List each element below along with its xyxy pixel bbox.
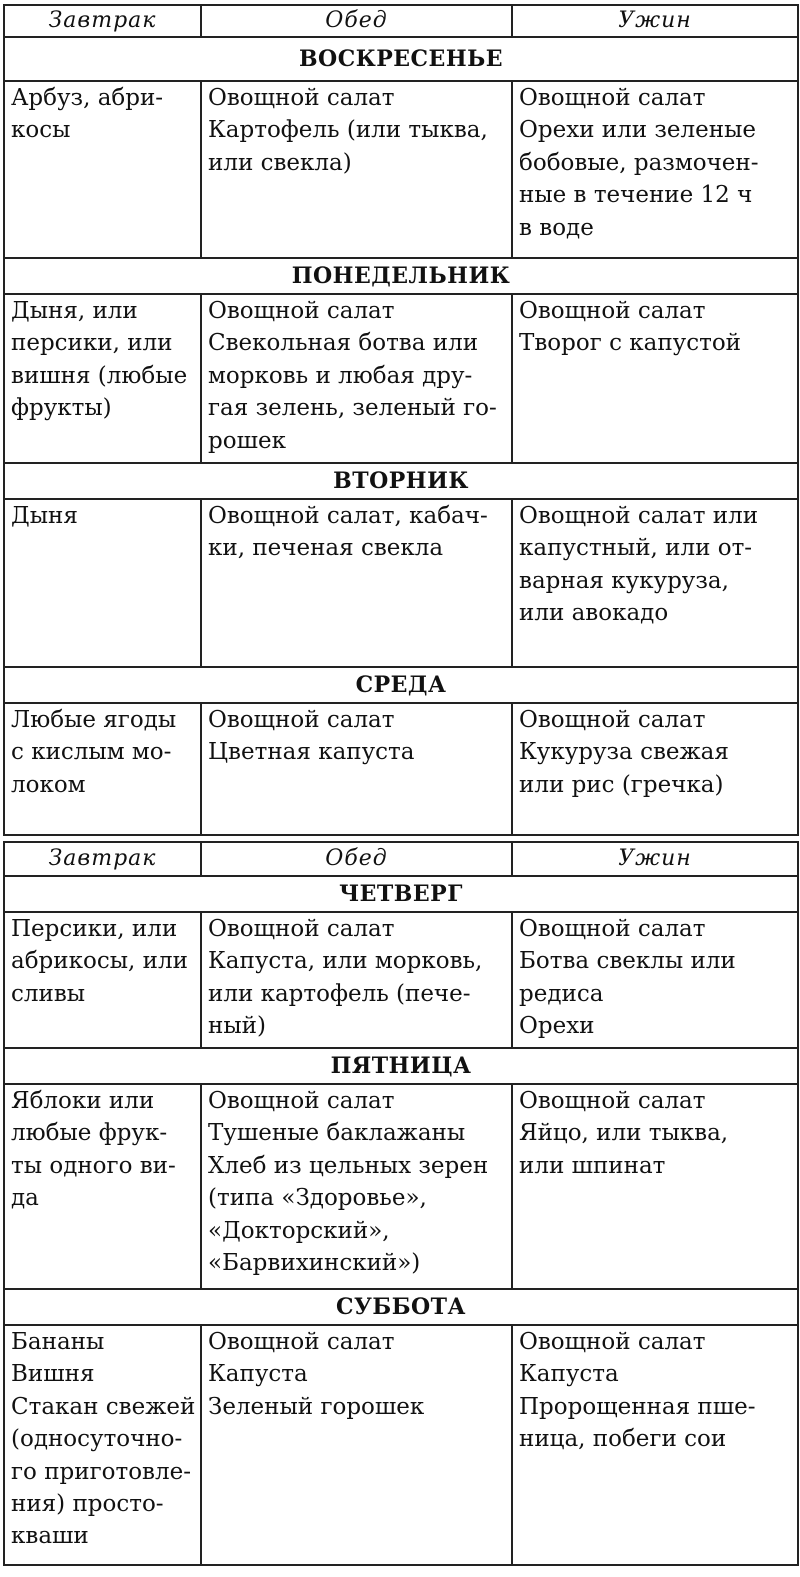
text-line: Картофель (или тыква, [208, 117, 488, 144]
text-line: Персики, или [11, 916, 178, 942]
text-line: варная кукуруза, [519, 567, 729, 594]
day-row [4, 667, 798, 703]
text-line: или свекла) [208, 149, 352, 176]
text-line: Овощной салат [208, 1088, 395, 1114]
text-line: Овощной салат или [519, 503, 759, 529]
text-line: вишня (любые [11, 362, 188, 389]
day-row [4, 1048, 798, 1084]
text-line: Дыня [11, 503, 78, 529]
meal-plan-table-2 [3, 841, 799, 1566]
text-line: Овощной салат [208, 916, 395, 942]
header-row [4, 5, 798, 37]
text-line: Капуста, или морковь, [208, 948, 483, 975]
text-line: Орехи или зеленые [519, 117, 757, 144]
text-line: (односуточно- [11, 1426, 183, 1453]
text-line: или картофель (пече- [208, 980, 471, 1007]
text-line: Пророщенная пше- [519, 1393, 756, 1420]
text-line: или рис (гречка) [519, 771, 724, 798]
text-line: (типа «Здоровье», [208, 1185, 427, 1212]
text-line: Овощной салат [519, 1088, 706, 1114]
text-line: Овощной салат [208, 85, 395, 111]
text-line: персики, или [11, 330, 173, 357]
text-line: с кислым мо- [11, 739, 172, 766]
text-line: Свекольная ботва или [208, 330, 479, 357]
dinner-cell [512, 499, 798, 667]
text-line: Стакан свежей [11, 1393, 196, 1420]
text-line: или шпинат [519, 1152, 666, 1179]
dinner-cell [512, 1325, 798, 1565]
header-dinner: Ужин [512, 842, 798, 876]
day-title-wednesday: СРЕДА [4, 667, 798, 703]
dinner-cell [512, 1084, 798, 1289]
text-line: в воде [519, 214, 594, 241]
text-line: Тушеные баклажаны [208, 1120, 466, 1147]
breakfast-cell [4, 1325, 201, 1565]
meal-row [4, 1084, 798, 1289]
text-line: Овощной салат [208, 707, 395, 733]
text-line: Овощной салат [208, 298, 395, 324]
text-line: Овощной салат [519, 707, 706, 733]
text-line: ния) просто- [11, 1491, 164, 1518]
text-line: да [11, 1185, 39, 1212]
text-line: Вишня [11, 1361, 95, 1388]
text-line: Яйцо, или тыква, [519, 1120, 729, 1147]
text-line: морковь и любая дру- [208, 362, 473, 389]
breakfast-cell [4, 703, 201, 835]
text-line: ки, печеная свекла [208, 535, 444, 562]
day-title-sunday: ВОСКРЕСЕНЬЕ [4, 37, 798, 81]
text-line: Кукуруза свежая [519, 739, 729, 766]
header-breakfast: Завтрак [4, 842, 201, 876]
text-line: ница, побеги сои [519, 1426, 727, 1453]
meal-plan-table-1 [3, 4, 799, 836]
day-title-friday: ПЯТНИЦА [4, 1048, 798, 1084]
lunch-cell [201, 294, 512, 463]
day-row [4, 37, 798, 81]
text-line: Овощной салат [519, 916, 706, 942]
lunch-cell [201, 703, 512, 835]
breakfast-cell [4, 499, 201, 667]
text-line: бобовые, размочен- [519, 149, 759, 176]
text-line: ты одного ви- [11, 1152, 176, 1179]
text-line: или авокадо [519, 600, 669, 627]
dinner-cell [512, 294, 798, 463]
text-line: Творог с капустой [519, 330, 741, 357]
text-line: фрукты) [11, 395, 112, 422]
text-line: ный) [208, 1013, 266, 1040]
text-line: косы [11, 117, 71, 144]
text-line: сливы [11, 980, 86, 1007]
header-lunch: Обед [201, 842, 512, 876]
text-line: любые фрук- [11, 1120, 168, 1147]
text-line: Орехи [519, 1013, 595, 1040]
text-line: Овощной салат, кабач- [208, 503, 488, 529]
text-line: Хлеб из цельных зерен [208, 1152, 489, 1179]
meal-row [4, 703, 798, 835]
meal-row [4, 81, 798, 258]
header-dinner: Ужин [512, 5, 798, 37]
header-breakfast: Завтрак [4, 5, 201, 37]
text-line: абрикосы, или [11, 948, 188, 975]
dinner-cell [512, 703, 798, 835]
text-line: Дыня, или [11, 298, 138, 324]
header-row [4, 842, 798, 876]
day-title-saturday: СУББОТА [4, 1289, 798, 1325]
lunch-cell [201, 1325, 512, 1565]
lunch-cell [201, 499, 512, 667]
text-line: капустный, или от- [519, 535, 753, 562]
dinner-cell [512, 81, 798, 258]
text-line: Цветная капуста [208, 739, 415, 766]
day-title-thursday: ЧЕТВЕРГ [4, 876, 798, 912]
header-lunch: Обед [201, 5, 512, 37]
day-row [4, 258, 798, 294]
text-line: локом [11, 771, 86, 798]
text-line: кваши [11, 1523, 89, 1550]
breakfast-cell [4, 1084, 201, 1289]
breakfast-cell [4, 294, 201, 463]
text-line: редиса [519, 980, 604, 1007]
text-line: Зеленый горошек [208, 1393, 425, 1420]
meal-row [4, 294, 798, 463]
day-row [4, 1289, 798, 1325]
text-line: Любые ягоды [11, 707, 177, 733]
breakfast-cell [4, 81, 201, 258]
text-line: Бананы [11, 1329, 105, 1355]
meal-row [4, 499, 798, 667]
lunch-cell [201, 81, 512, 258]
text-line: гая зелень, зеленый го- [208, 395, 497, 422]
lunch-cell [201, 1084, 512, 1289]
text-line: Овощной салат [519, 85, 706, 111]
text-line: «Барвихинский») [208, 1250, 421, 1277]
meal-row [4, 912, 798, 1048]
meal-row [4, 1325, 798, 1565]
dinner-cell [512, 912, 798, 1048]
breakfast-cell [4, 912, 201, 1048]
text-line: го приготовле- [11, 1458, 192, 1485]
day-row [4, 463, 798, 499]
text-line: рошек [208, 427, 286, 454]
day-row [4, 876, 798, 912]
text-line: Капуста [519, 1361, 619, 1388]
text-line: Яблоки или [11, 1088, 155, 1114]
text-line: ные в течение 12 ч [519, 182, 753, 209]
text-line: Ботва свеклы или [519, 948, 736, 975]
text-line: Капуста [208, 1361, 308, 1388]
text-line: Арбуз, абри- [11, 85, 164, 111]
lunch-cell [201, 912, 512, 1048]
text-line: Овощной салат [208, 1329, 395, 1355]
text-line: Овощной салат [519, 298, 706, 324]
day-title-tuesday: ВТОРНИК [4, 463, 798, 499]
day-title-monday: ПОНЕДЕЛЬНИК [4, 258, 798, 294]
text-line: Овощной салат [519, 1329, 706, 1355]
text-line: «Докторский», [208, 1217, 390, 1244]
